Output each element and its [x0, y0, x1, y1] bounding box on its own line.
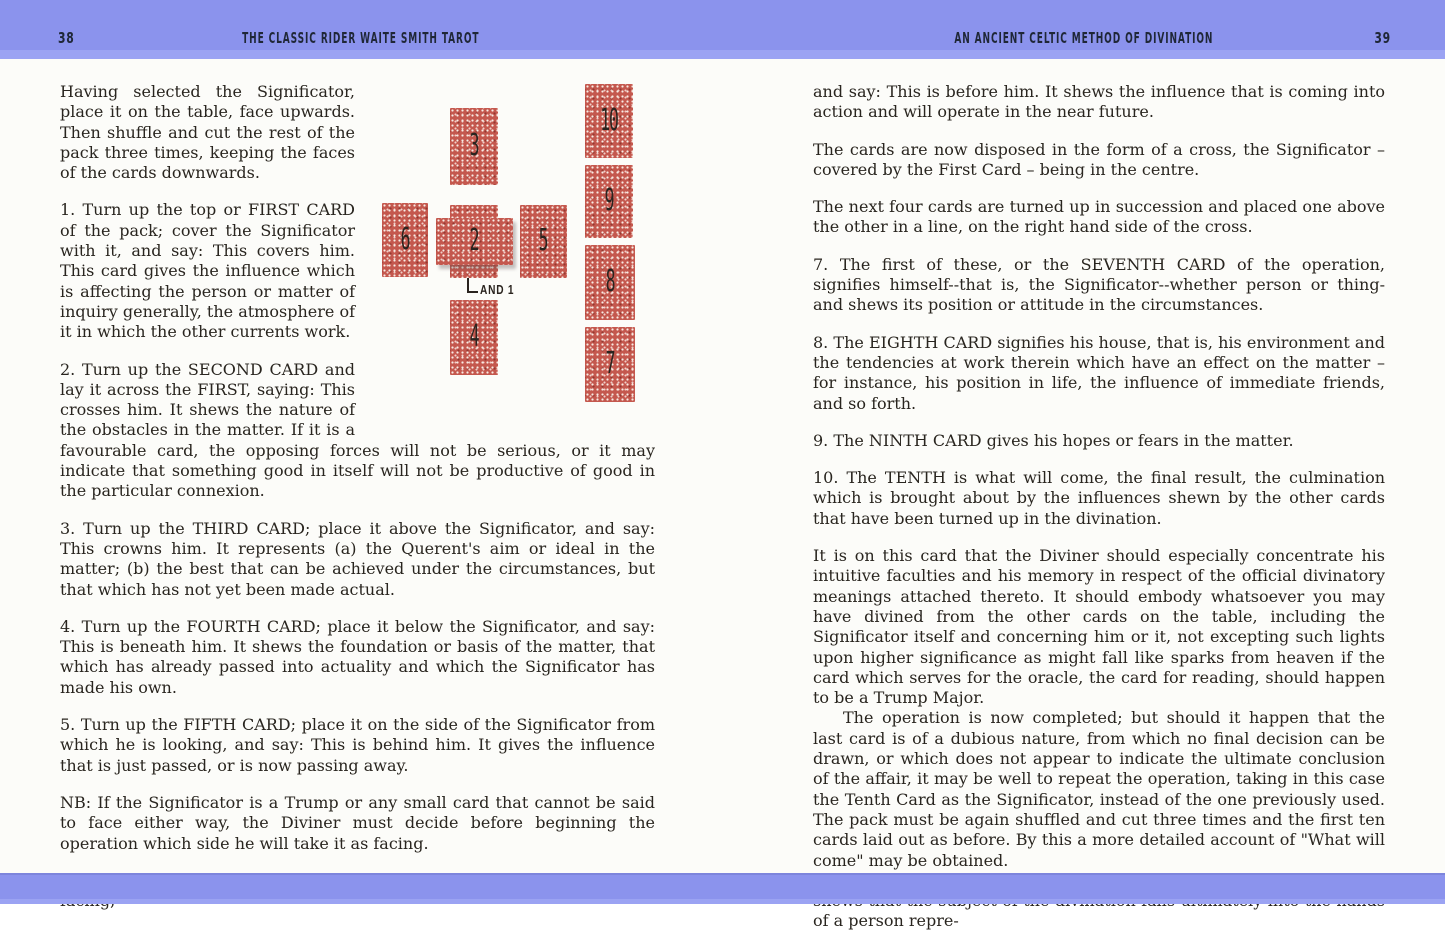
paragraph: It is on this card that the Diviner should especially concentrate his intuitive faculties and his memory in respect of the official divinatory meanings attached thereto. It should embody whatsoever you may have divined from the other cards on the table, including the Significator itself and concerning him or it, not excepting such lights upon higher significance as might fall like sparks from heaven if the card which serves for the oracle, the card for reading, should happen to be a Trump Major.	[813, 546, 1385, 708]
paragraph: 7. The first of these, or the SEVENTH CARD of the operation, signifies himself--that is, the Significator--whether person or thing-and shews its position or attitude in the circumstances.	[813, 254, 1385, 315]
card-number: 6	[400, 221, 410, 257]
left-page	[0, 59, 722, 873]
tarot-card-back-10	[585, 84, 633, 158]
paragraph: 9. The NINTH CARD gives his hopes or fears in the matter.	[813, 430, 1294, 450]
right-page	[722, 59, 1445, 931]
tarot-card-back-5	[520, 205, 567, 278]
paragraph: 10. The TENTH is what will come, the final result, the culmination which is brought about by the influences shewn by the other cards that have been turned up in the divination.	[813, 468, 1385, 528]
celtic-cross-diagram	[355, 82, 655, 438]
card-number: 10	[600, 102, 618, 138]
and-1-label-text: AND 1	[480, 282, 515, 297]
chapter-title-running-head	[722, 29, 1445, 47]
card-number: 7	[605, 346, 615, 382]
tarot-card-back-7	[585, 327, 635, 402]
footer-band	[0, 873, 1445, 904]
page-number-left: 38	[58, 29, 75, 47]
card-number: 3	[469, 128, 479, 164]
page-number-right: 39	[1374, 29, 1391, 47]
paragraph: NB: If the Significator is a Trump or any small card that cannot be said to face either way, the Diviner must decide before beginning the operation which side he will take it as facing.	[60, 792, 655, 853]
book-title-running-head	[0, 29, 722, 47]
paragraph: 8. The EIGHTH CARD signifies his house, that is, his environment and the tendencies at work therein which have an effect on the matter – for instance, his position in life, the influence of immediate friends, and so forth.	[813, 332, 1385, 413]
paragraph: 4. Turn up the FOURTH CARD; place it below the Significator, and say: This is beneath him. It shews the foundation or basis of the matter, that which has already passed into actuality and which the Significator has made his own.	[60, 616, 655, 697]
card-number: 5	[539, 223, 548, 259]
paragraph: 3. Turn up the THIRD CARD; place it above the Significator, and say: This crowns him. It represents (a) the Querent's aim or ideal in the matter; (b) the best that can be achieved under the circumstances, but that which has not yet been made actual.	[60, 518, 655, 599]
tarot-card-back-9	[585, 165, 633, 238]
card-number: 9	[604, 183, 614, 219]
card-number: 2	[470, 223, 479, 259]
paragraph: The cards are now disposed in the form of a cross, the Significator – covered by the First Card – being in the centre.	[813, 139, 1385, 179]
paragraph: 5. Turn up the FIFTH CARD; place it on the side of the Significator from which he is looking, and say: This is behind him. It gives the influence that is just passed, or is now passing away.	[60, 715, 655, 775]
bracket-connector-icon	[467, 278, 478, 293]
tarot-card-back-3	[450, 108, 498, 185]
paragraph: 2. Turn up the SECOND CARD and lay it across the FIRST, saying: This crosses him. It shews the nature of the obstacles in the matter. If it is a favourable card, the opposing forces will not be serious, or it may indicate that something good in itself will not be productive of good in the particular connexion.	[60, 359, 655, 501]
paragraph: The operation is now completed; but should it happen that the last card is of a dubious nature, from which no final decision can be drawn, or which does not appear to indicate the ultimate conclusion of the affair, it may be well to repeat the operation, taking in this case the Tenth Card as the Significator, instead of the one previously used. The pack must be again shuffled and cut three times and the first ten cards laid out as before. By this a more detailed account of "What will come" may be obtained.	[813, 708, 1385, 870]
book-title-text: THE CLASSIC RIDER WAITE SMITH TAROT	[242, 29, 480, 47]
tarot-card-back-8	[585, 245, 635, 320]
header-band	[0, 0, 1445, 59]
tarot-card-back-4	[450, 300, 498, 375]
paragraph: The next four cards are turned up in succession and placed one above the other in a line, on the right hand side of the cross.	[813, 197, 1385, 237]
card-number: 4	[469, 319, 479, 355]
paragraph: 1. Turn up the top or FIRST CARD of the pack; cover the Significator with it, and say: This covers him. This card gives the influence which is affecting the person or matter of inquiry generally, the atmosphere of it in which the other currents work.	[60, 200, 355, 342]
paragraph: and say: This is before him. It shews the influence that is coming into action and will operate in the near future.	[813, 82, 1385, 122]
paragraph: of a person repre-	[813, 911, 959, 931]
and-1-label	[467, 278, 524, 297]
page-spread-body	[0, 59, 1445, 931]
paragraph: Having selected the Significator, place it on the table, face upwards. Then shuffle and cut the rest of the pack three times, keeping the faces of the cards downwards.	[60, 82, 355, 183]
tarot-card-back-2-crossing	[436, 218, 513, 265]
tarot-card-back-6	[382, 203, 428, 277]
chapter-title-text: AN ANCIENT CELTIC METHOD OF DIVINATION	[953, 29, 1214, 47]
card-number: 8	[605, 264, 615, 300]
